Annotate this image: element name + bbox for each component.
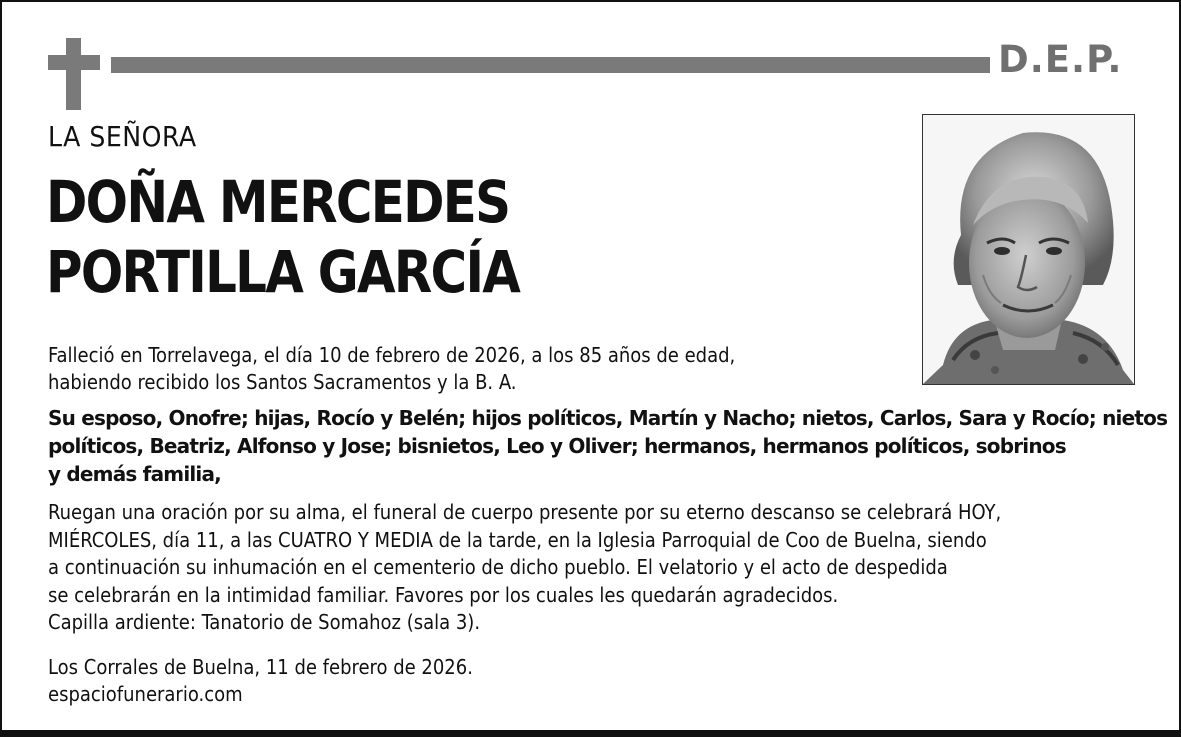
family-line: Su esposo, Onofre; hijas, Rocío y Belén; hijos políticos, Martín y Nacho; nietos, Carlos, Sara y Rocío; nietos	[48, 406, 1168, 430]
death-notice-line: habiendo recibido los Santos Sacramentos y la B. A.	[48, 370, 517, 394]
family-list	[48, 404, 1168, 488]
cross-icon	[48, 38, 100, 110]
death-notice	[48, 342, 735, 396]
website-text: espaciofunerario.com	[48, 682, 243, 706]
dep-label: D.E.P.	[998, 38, 1123, 81]
name-line-2: PORTILLA GARCÍA	[46, 238, 520, 306]
funeral-line: MIÉRCOLES, día 11, a las CUATRO Y MEDIA de la tarde, en la Iglesia Parroquial de Coo de Buelna, siendo	[48, 527, 987, 552]
place-date: Los Corrales de Buelna, 11 de febrero de 2026.	[48, 655, 473, 679]
death-notice-line: Falleció en Torrelavega, el día 10 de febrero de 2026, a los 85 años de edad,	[48, 343, 736, 367]
header-divider	[111, 57, 990, 73]
name-line-1: DOÑA MERCEDES	[46, 168, 510, 236]
deceased-name	[46, 167, 519, 307]
family-line: y demás familia,	[48, 462, 221, 486]
funeral-line: Capilla ardiente: Tanatorio de Somahoz (sala 3).	[48, 610, 481, 634]
bottom-border	[2, 730, 1179, 737]
title-prefix: LA SEÑORA	[48, 120, 197, 153]
portrait-photo	[922, 114, 1135, 385]
funeral-line: a continuación su inhumación en el cementerio de dicho pueblo. El velatorio y el acto de despedida	[48, 555, 948, 579]
funeral-details	[48, 499, 1001, 637]
funeral-line: se celebrarán en la intimidad familiar. Favores por los cuales les quedarán agradecidos.	[48, 582, 839, 607]
family-line: políticos, Beatriz, Alfonso y Jose; bisnietos, Leo y Oliver; hermanos, hermanos políticos, sobrinos	[48, 434, 1066, 458]
funeral-line: Ruegan una oración por su alma, el funeral de cuerpo presente por su eterno descanso se celebrará HOY,	[48, 500, 1002, 524]
